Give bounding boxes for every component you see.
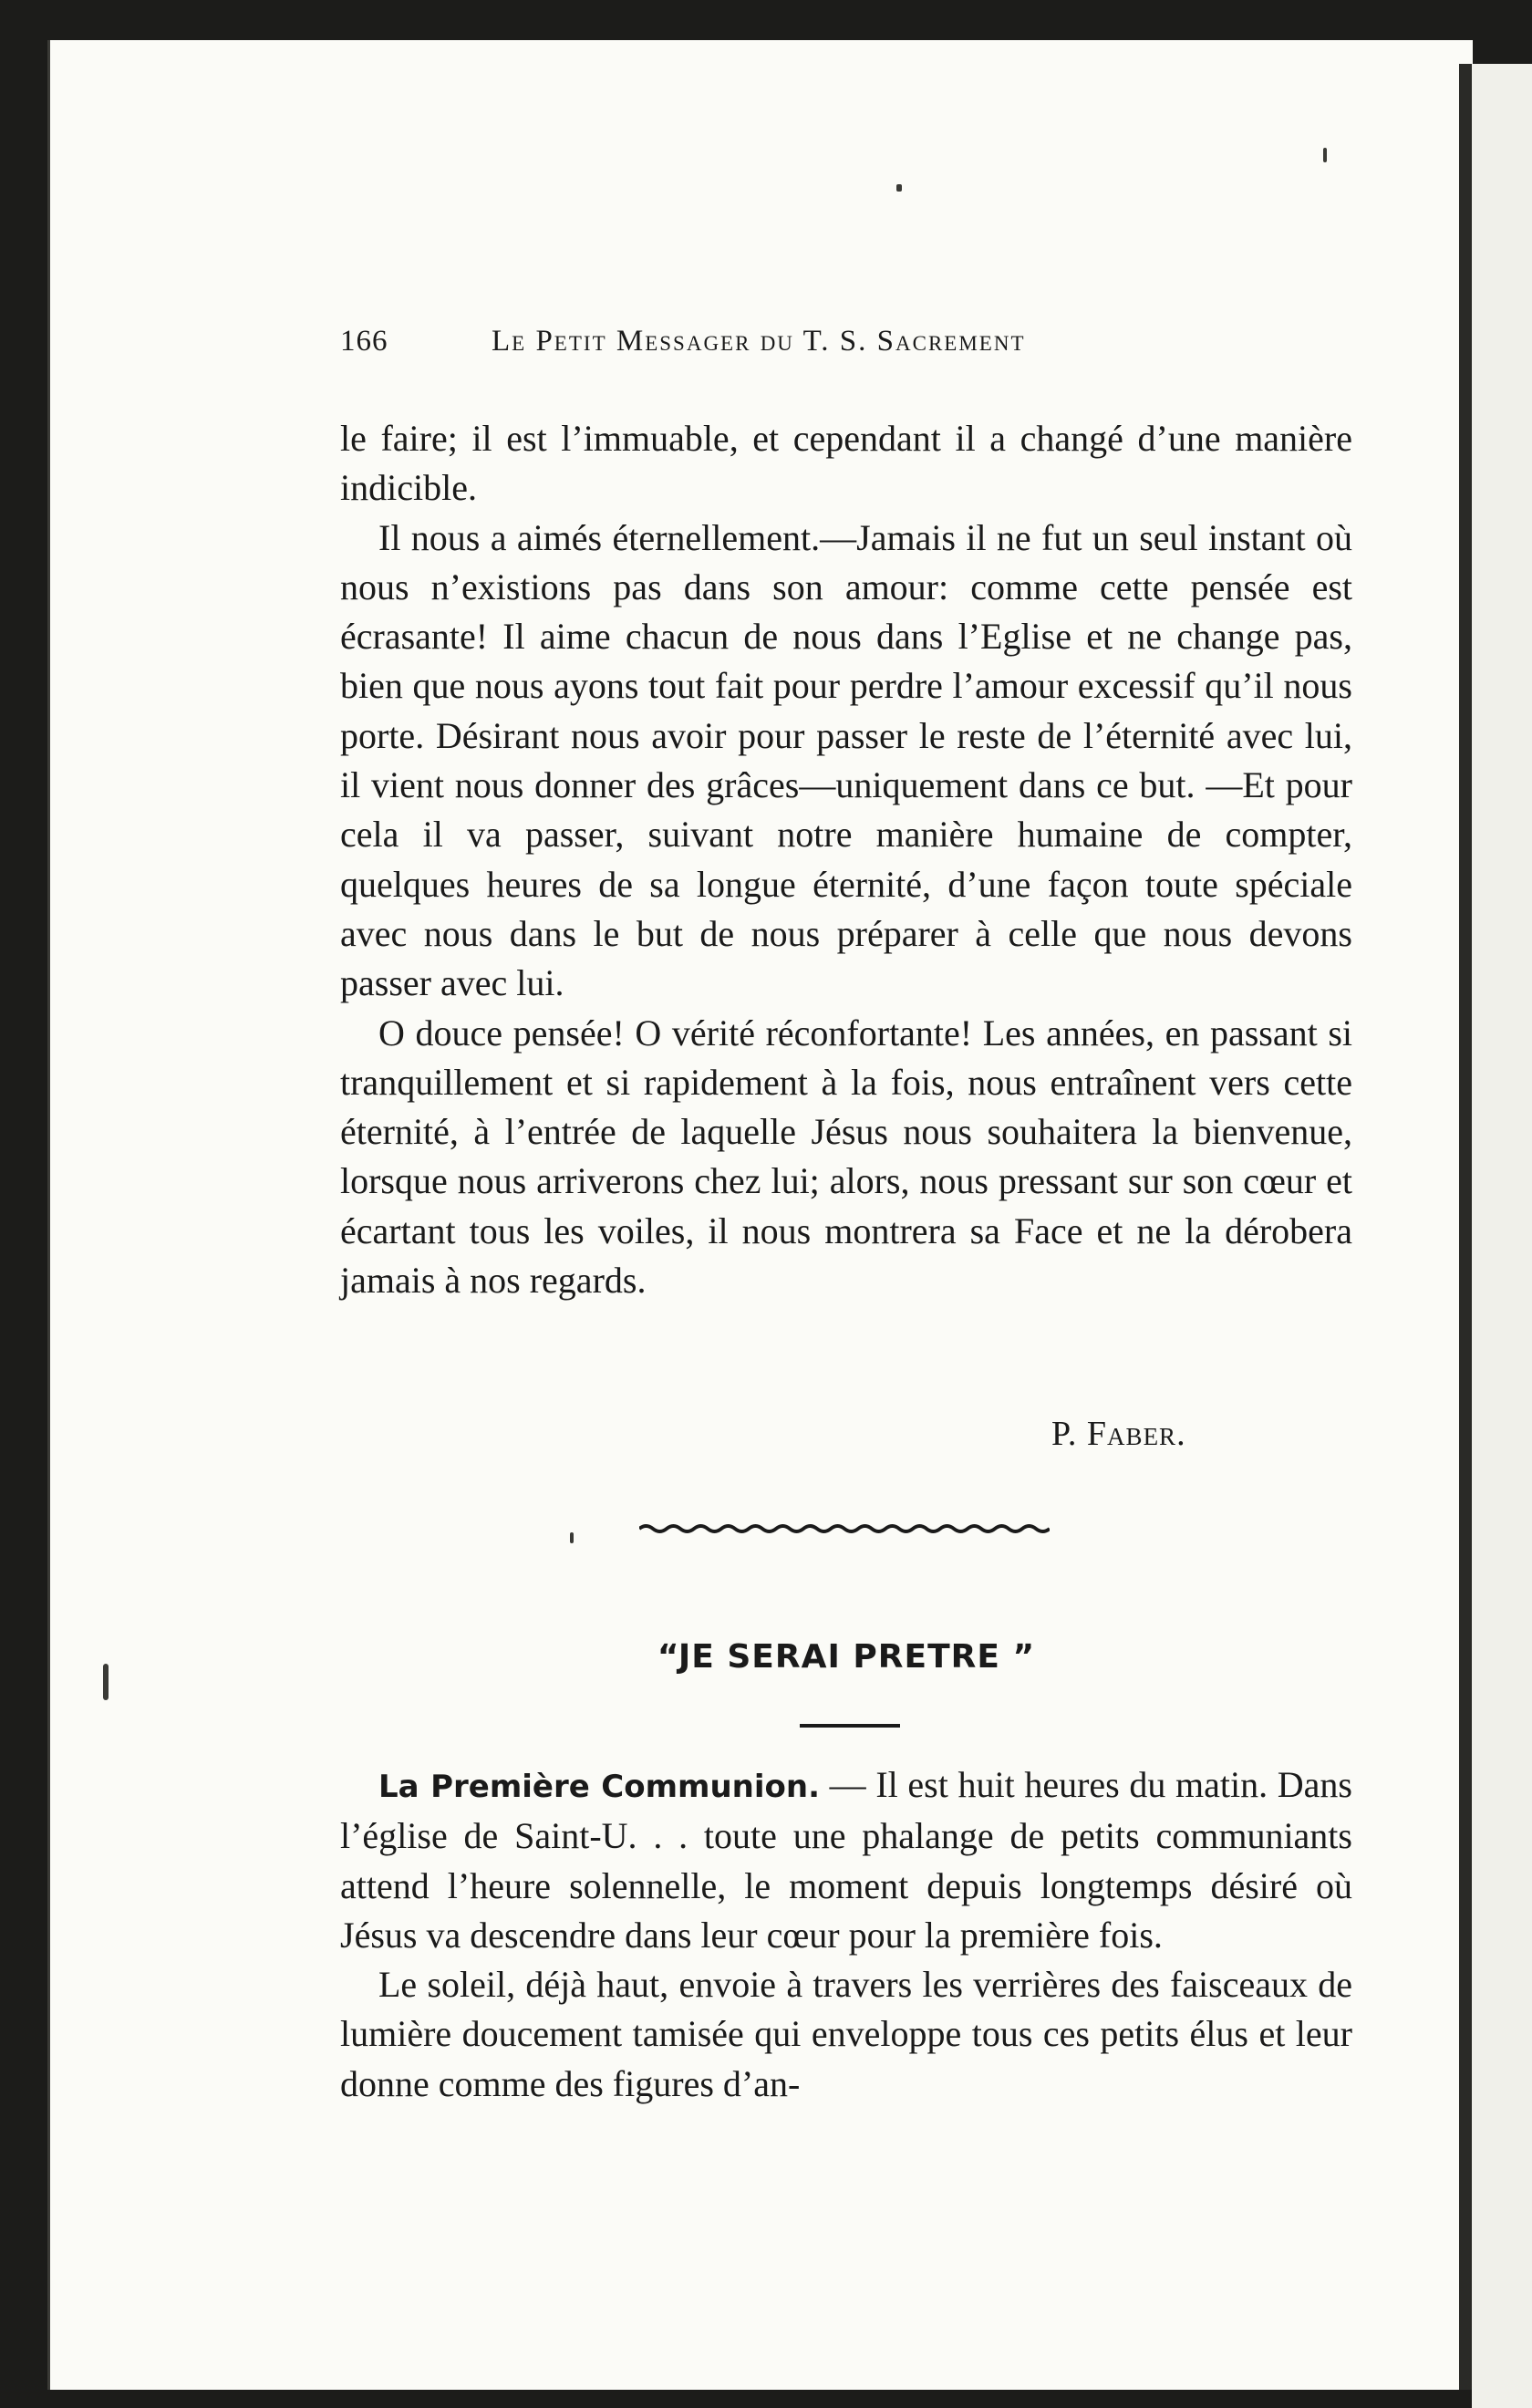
run-in-heading: La Première Communion. (378, 1769, 821, 1805)
paragraph (340, 1760, 1352, 1960)
paragraph: Le soleil, déjà haut, envoie à travers les verrières des faisceaux de lumière doucement tamisée qui enveloppe tous ces petits élus et leur donne comme des figures d’an- (340, 1964, 1352, 2104)
article-pretre (340, 1760, 1352, 2109)
dust-speck (896, 184, 902, 192)
title-rule (800, 1724, 900, 1728)
paragraph: O douce pensée! O vérité réconfortante! Les années, en passant si tranquillement et si rapidement à la fois, nous entraînent vers cette éternité, à l’entrée de laquelle Jésus nous souhaitera la bienvenue, lorsque nous arriverons chez lui; alors, nous pressant sur son cœur et écartant tous les voiles, il nous montrera sa Face et ne la dérobera jamais à nos regards. (340, 1012, 1352, 1302)
paragraph: Il nous a aimés éternellement.—Jamais il ne fut un seul instant où nous n’existions pas dans son amour: comme cette pensée est écrasante! Il aime chacun de nous dans l’Eglise et ne change pas, bien que nous ayons tout fait pour perdre l’amour excessif qu’il nous porte. Désirant nous avoir pour passer le reste de l’éternité avec lui, il vient nous donner des grâces—uniquement dans ce but. —Et pour cela il va passer, suivant notre manière humaine de compter, quelques heures de sa longue éternité, d’une façon toute spéciale avec nous dans le but de nous préparer à celle que nous devons passer avec lui. (340, 516, 1352, 1004)
paragraph-text: — Il est huit heures du matin. Dans l’église de Saint-U. . . toute une phalange de petits communiants attend l’heure solennelle, le moment depuis longtemps désiré où Jésus va descendre dans leur cœur pour la première fois. (340, 1764, 1352, 1956)
running-head-title: Le Petit Messager du T. S. Sacrement (492, 325, 1026, 358)
dust-speck (570, 1532, 574, 1543)
wavy-divider (639, 1520, 1050, 1538)
book-page (47, 40, 1473, 2390)
page-number: 166 (340, 325, 388, 358)
dust-speck (103, 1664, 109, 1700)
article-title: “JE SERAI PRETRE ” (657, 1638, 1036, 1676)
wavy-divider-line (639, 1526, 1050, 1531)
paragraph-continuation: le faire; il est l’immuable, et cependant il a changé d’une manière indicible. (340, 418, 1352, 509)
author-signature: P. Faber. (1051, 1415, 1186, 1453)
page-edge-shadow (1459, 64, 1472, 2390)
article-faber (340, 414, 1352, 1305)
facing-page-edge (1472, 64, 1532, 2408)
dust-speck (1323, 148, 1327, 162)
running-head (340, 325, 1352, 370)
